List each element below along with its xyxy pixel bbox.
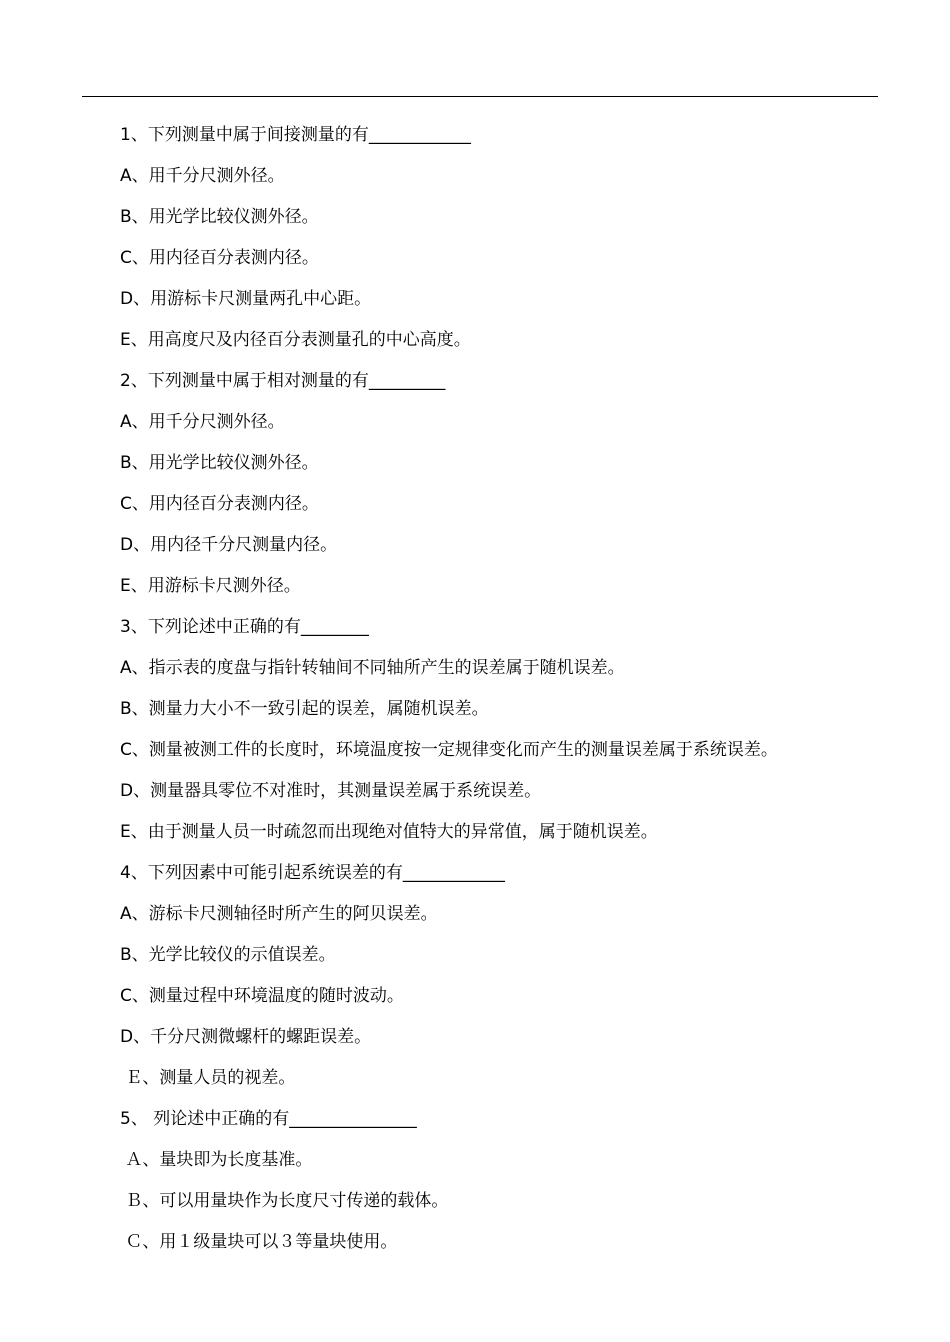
question-2-option-a: A、用千分尺测外径。 <box>120 412 285 432</box>
question-2-stem: 2、下列测量中属于相对测量的有_________ <box>120 371 446 391</box>
header-rule <box>82 96 878 97</box>
question-5-option-c: Ｃ、用１级量块可以３等量块使用。 <box>120 1232 398 1252</box>
question-3-option-c: C、测量被测工件的长度时，环境温度按一定规律变化而产生的测量误差属于系统误差。 <box>120 740 778 760</box>
question-2-option-d: D、用内径千分尺测量内径。 <box>120 535 338 555</box>
question-1-option-b: B、用光学比较仪测外径。 <box>120 207 319 227</box>
question-5-stem: 5、 列论述中正确的有_______________ <box>120 1109 417 1129</box>
question-3-option-b: B、测量力大小不一致引起的误差，属随机误差。 <box>120 699 489 719</box>
question-3-option-a: A、指示表的度盘与指针转轴间不同轴所产生的误差属于随机误差。 <box>120 658 625 678</box>
question-5-option-b: Ｂ、可以用量块作为长度尺寸传递的载体。 <box>120 1191 449 1211</box>
question-2-option-c: C、用内径百分表测内径。 <box>120 494 319 514</box>
question-list <box>120 122 920 1270</box>
question-3-option-e: E、由于测量人员一时疏忽而出现绝对值特大的异常值，属于随机误差。 <box>120 822 658 842</box>
question-1-option-e: E、用高度尺及内径百分表测量孔的中心高度。 <box>120 330 471 350</box>
question-2-option-e: E、用游标卡尺测外径。 <box>120 576 301 596</box>
question-2-option-b: B、用光学比较仪测外径。 <box>120 453 319 473</box>
question-1-option-d: D、用游标卡尺测量两孔中心距。 <box>120 289 372 309</box>
question-4-option-c: C、测量过程中环境温度的随时波动。 <box>120 986 404 1006</box>
question-1-option-a: A、用千分尺测外径。 <box>120 166 285 186</box>
question-1-stem: 1、下列测量中属于间接测量的有____________ <box>120 125 471 145</box>
question-4-option-d: D、千分尺测微螺杆的螺距误差。 <box>120 1027 372 1047</box>
question-5-option-a: Ａ、量块即为长度基准。 <box>120 1150 313 1170</box>
question-4-option-b: B、光学比较仪的示值误差。 <box>120 945 336 965</box>
question-3-stem: 3、下列论述中正确的有________ <box>120 617 369 637</box>
question-4-option-a: A、游标卡尺测轴径时所产生的阿贝误差。 <box>120 904 438 924</box>
question-3-option-d: D、测量器具零位不对准时，其测量误差属于系统误差。 <box>120 781 542 801</box>
question-4-option-e: Ｅ、测量人员的视差。 <box>120 1068 296 1088</box>
question-4-stem: 4、下列因素中可能引起系统误差的有____________ <box>120 863 505 883</box>
question-1-option-c: C、用内径百分表测内径。 <box>120 248 319 268</box>
